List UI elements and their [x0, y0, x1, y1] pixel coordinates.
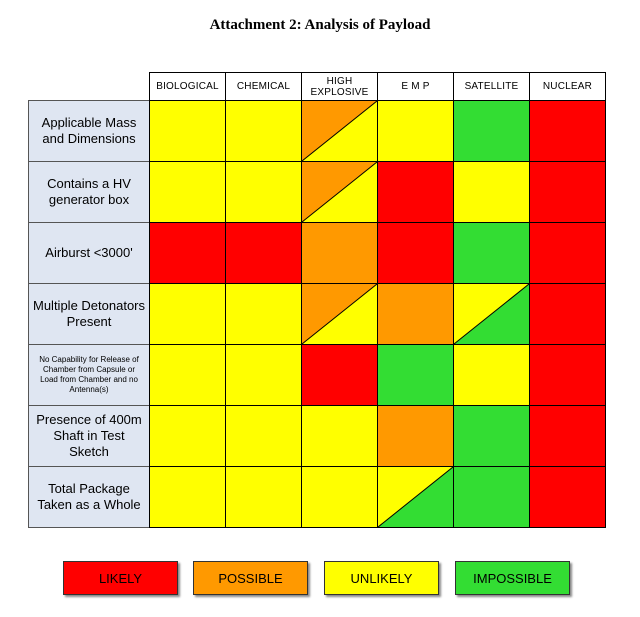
rating-cell — [301, 405, 378, 467]
row-header: Presence of 400m Shaft in Test Sketch — [28, 405, 150, 467]
column-header: NUCLEAR — [529, 72, 606, 101]
rating-cell — [453, 405, 530, 467]
row-header: Applicable Mass and Dimensions — [28, 100, 150, 162]
rating-cell — [377, 100, 454, 162]
column-header: CHEMICAL — [225, 72, 302, 101]
rating-cell — [149, 283, 226, 345]
rating-cell — [529, 100, 606, 162]
row-header: No Capability for Release of Chamber from Capsule or Load from Chamber and no Antenna(s) — [28, 344, 150, 406]
rating-cell — [301, 100, 378, 162]
payload-analysis-table — [28, 72, 606, 528]
column-header: HIGH EXPLOSIVE — [301, 72, 378, 101]
rating-cell — [453, 161, 530, 223]
rating-cell — [529, 161, 606, 223]
legend-likely: LIKELY — [63, 561, 178, 595]
rating-cell — [453, 222, 530, 284]
row-header: Multiple Detonators Present — [28, 283, 150, 345]
page-title: Attachment 2: Analysis of Payload — [209, 17, 431, 33]
row-header: Airburst <3000' — [28, 222, 150, 284]
rating-cell — [453, 344, 530, 406]
rating-cell — [225, 466, 302, 528]
rating-cell — [529, 405, 606, 467]
rating-cell — [453, 283, 530, 345]
rating-cell — [377, 405, 454, 467]
rating-cell — [149, 466, 226, 528]
row-header: Contains a HV generator box — [28, 161, 150, 223]
rating-cell — [225, 405, 302, 467]
rating-cell — [225, 344, 302, 406]
legend-unlikely: UNLIKELY — [324, 561, 439, 595]
rating-cell — [301, 344, 378, 406]
rating-cell — [301, 466, 378, 528]
table-corner — [28, 72, 150, 101]
rating-cell — [225, 222, 302, 284]
rating-cell — [149, 344, 226, 406]
rating-cell — [149, 222, 226, 284]
rating-cell — [529, 222, 606, 284]
rating-cell — [301, 161, 378, 223]
rating-cell — [377, 344, 454, 406]
rating-cell — [301, 283, 378, 345]
rating-cell — [377, 222, 454, 284]
rating-cell — [149, 161, 226, 223]
rating-cell — [149, 100, 226, 162]
rating-cell — [149, 405, 226, 467]
legend-possible: POSSIBLE — [193, 561, 308, 595]
rating-cell — [225, 100, 302, 162]
rating-cell — [529, 344, 606, 406]
rating-cell — [529, 283, 606, 345]
rating-cell — [225, 283, 302, 345]
rating-cell — [453, 466, 530, 528]
rating-cell — [377, 161, 454, 223]
rating-cell — [377, 283, 454, 345]
rating-cell — [529, 466, 606, 528]
column-header: SATELLITE — [453, 72, 530, 101]
column-header: E M P — [377, 72, 454, 101]
rating-cell — [225, 161, 302, 223]
column-header: BIOLOGICAL — [149, 72, 226, 101]
row-header: Total Package Taken as a Whole — [28, 466, 150, 528]
legend-impossible: IMPOSSIBLE — [455, 561, 570, 595]
rating-cell — [377, 466, 454, 528]
rating-cell — [301, 222, 378, 284]
rating-cell — [453, 100, 530, 162]
